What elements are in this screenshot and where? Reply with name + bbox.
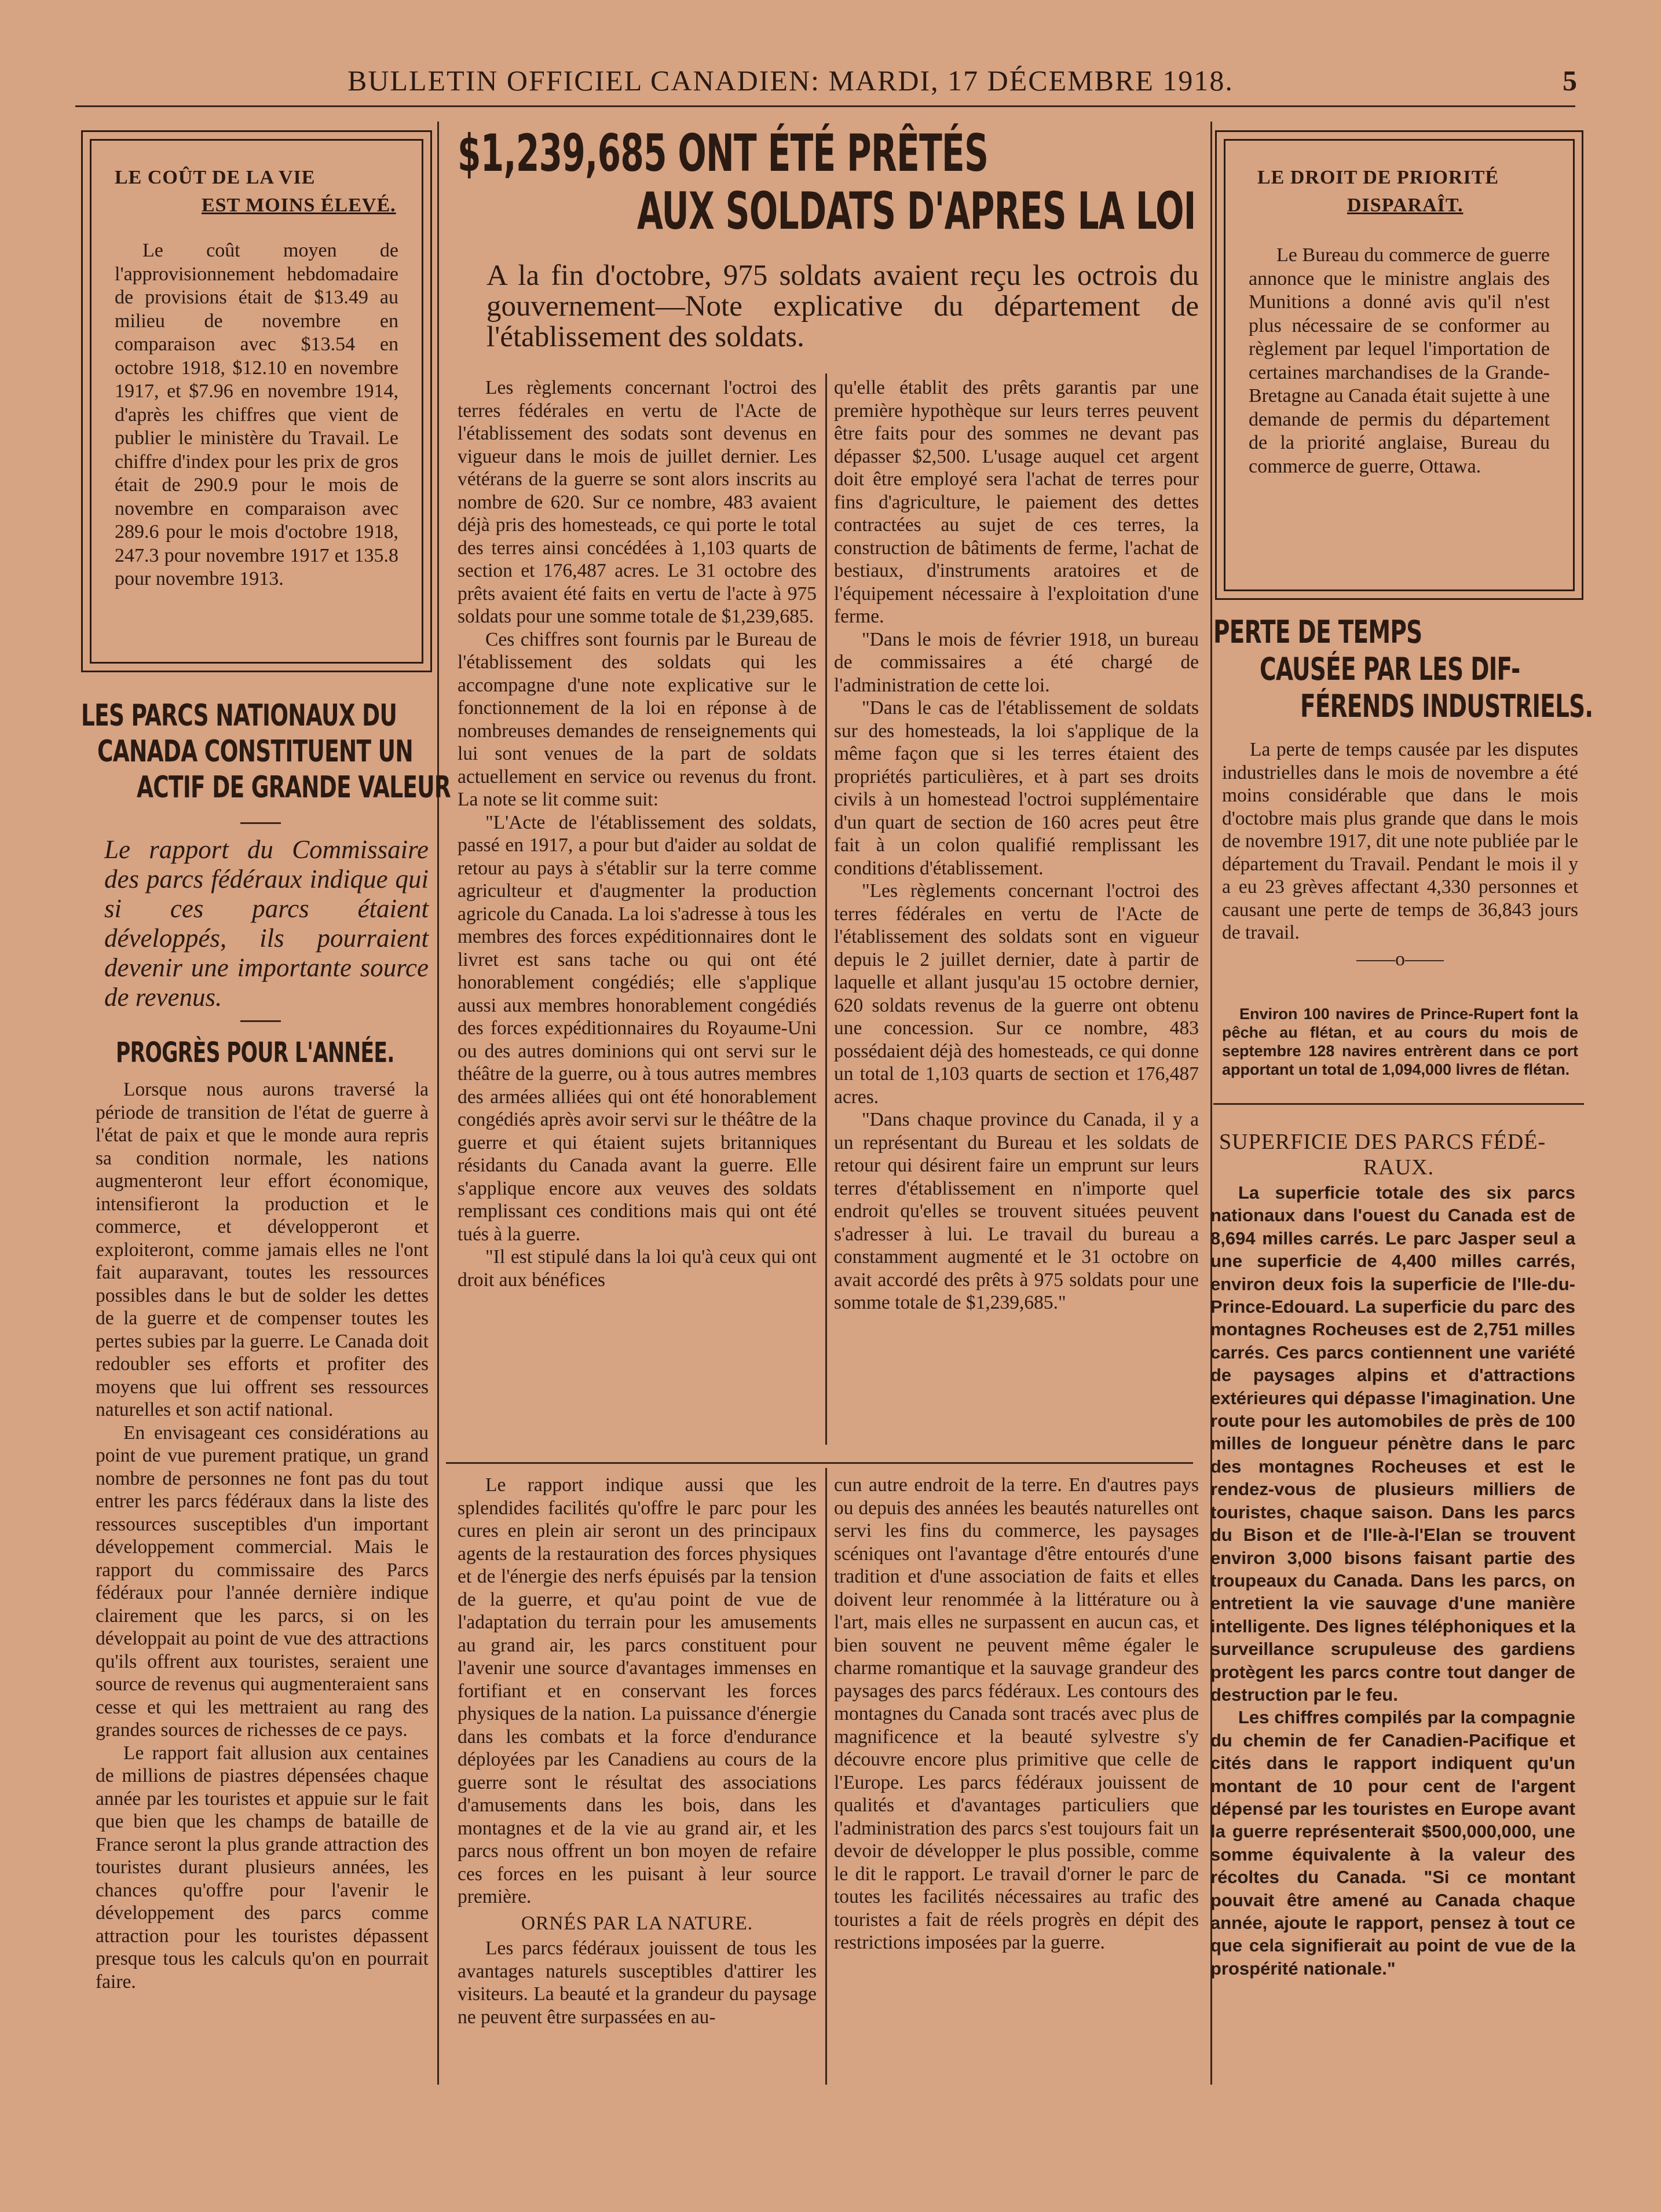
droit-title-line1: LE DROIT DE PRIORITÉ bbox=[1257, 167, 1499, 188]
loans-deck-block bbox=[458, 261, 1199, 353]
column-rule-1 bbox=[437, 122, 439, 2085]
superficie-heading bbox=[1213, 1129, 1584, 1180]
loans-col1-paragraph-1: Les règlements concernant l'octroi des terres fédérales en vertu de l'Acte de l'établissement des sodats sont devenus en vigueur dans le mois de juillet dernier. Les vétérans de la guerre se sont alors inscrits au nombre de 620. Sur ce nombre, 483 avaient déjà pris des homesteads, ce qui porte le total des terres ainsi concédées à 1,103 quarts de section et 176,487 acres. Le 31 octobre des prêts avaient été faits en vertu de l'acte à 975 soldats pour une somme totale de $1,239,685. bbox=[458, 377, 817, 627]
column-rule-mid-top bbox=[825, 373, 827, 1445]
parcs-dek-block bbox=[81, 835, 429, 1012]
article-separator-center bbox=[446, 1462, 1193, 1464]
droit-box bbox=[1215, 130, 1583, 600]
cout-title-line1: LE COÛT DE LA VIE bbox=[115, 167, 316, 188]
navires-block bbox=[1222, 1005, 1578, 1079]
droit-title-line2: DISPARAÎT. bbox=[1347, 195, 1464, 216]
loans-headline-line2: AUX SOLDATS D'APRES LA LOI bbox=[637, 181, 1196, 241]
newspaper-title: BULLETIN OFFICIEL CANADIEN: MARDI, 17 DÉCEMBRE 1918. bbox=[347, 64, 1234, 97]
cout-title-line2: EST MOINS ÉLEVÉ. bbox=[202, 195, 396, 216]
perte-separator: ——o—— bbox=[1356, 948, 1444, 970]
superficie-paragraph-2: Les chiffres compilés par la compagnie du chemin de fer Canadien-Pacifique et cités dans le rapport indiquent qu'un montant de 10 pour cent de l'argent dépensé par les touristes en Europe avant la guerre représenterait $500,000,000, une somme équivalente à la valeur des récoltes du Canada. "Si ce montant pouvait être amené au Canada chaque année, ajoute le rapport, pensez à tout ce que cela signifierait au point de vue de la prospérité nationale." bbox=[1210, 1707, 1575, 1979]
parcs-cont-column-2 bbox=[834, 1474, 1199, 1954]
parcs-subhead: PROGRÈS POUR L'ANNÉE. bbox=[116, 1037, 394, 1069]
loans-col2-paragraph-1: qu'elle établit des prêts garantis par une première hypothèque sur leurs terres peuvent être faits pour des sommes ne devant pas dépasser $2,500. L'usage auquel cet argent doit être employé sera l'achat de terres pour fins d'agriculture, le paiement des dettes contractées au sujet de ces terres, la construction de bâtiments de ferme, l'achat de bestiaux, d'instruments aratoires et de l'équipement nécessaire à l'exploitation d'une ferme. bbox=[834, 377, 1199, 627]
cout-box bbox=[81, 130, 432, 672]
droit-box-inner bbox=[1224, 139, 1575, 591]
parcs-title-line3: ACTIF DE GRANDE VALEUR bbox=[137, 770, 451, 805]
superficie-title-line1: SUPERFICIE DES PARCS FÉDÉ- bbox=[1219, 1130, 1546, 1154]
parcs-paragraph-3: Le rapport fait allusion aux centaines de millions de piastres dépensées chaque année par les touristes et appuie sur le fait que bien que les champs de bataille de France seront la plus grande attraction des touristes durant plusieurs années, les chances qu'offre pour l'avenir le développement des parcs comme attraction pour les touristes dépassent presque tous les calculs qu'on en pourrait faire. bbox=[96, 1742, 429, 1993]
loans-col2-paragraph-2: "Dans le mois de février 1918, un bureau de commissaires a été chargé de l'administration de cette loi. bbox=[834, 628, 1199, 696]
loans-col1-paragraph-3: "L'Acte de l'établissement des soldats, passé en 1917, a pour but d'aider au soldat de retour au pays à s'établir sur la terre comme agriculteur et d'augmenter la production agricole du Canada. La loi s'adresse à tous les membres des forces expéditionnaires dont le livret est sans tache ou qui ont été honorablement congédiés; elle s'applique aussi aux membres honorablement congédiés des forces expéditionnaires du Royaume-Uni ou des autres dominions qui ont servi sur le théâtre de la guerre, ou à tous autres membres des armées alliées qui ont été honorablement congédiés après avoir servi sur le théâtre de la guerre et qui étaient sujets britanniques résidants du Canada avant la guerre. Elle s'applique encore aux veuves des soldats remplissant ces conditions mais qui ont été tués à la guerre. bbox=[458, 811, 817, 1245]
droit-body bbox=[1249, 244, 1550, 478]
perte-headline bbox=[1213, 614, 1593, 725]
perte-title-line2: CAUSÉE PAR LES DIF- bbox=[1260, 651, 1520, 687]
parcs-cont-paragraph-1: Le rapport indique aussi que les splendides facilités qu'offre le parc pour les cures en plein air seront un des principaux agents de la restauration des forces physiques et de l'énergie des nerfs épuisés par la tension de la guerre, et qu'au point de vue de l'adaptation du terrain pour les amusements au grand air, les parcs constituent pour l'avenir une source d'avantages immenses en fortifiant et en conservant les forces physiques de la nation. La puissance d'énergie dans les combats et la force d'endurance déployées par les Canadiens au cours de la guerre sont le résultat des associations d'amusements dans les bois, dans les montagnes et de la vie au grand air, et les parcs nous offrent un bon moyen de refaire ces forces en les puisant à leur source première. bbox=[458, 1474, 817, 1907]
loans-deck: A la fin d'octobre, 975 soldats avaient reçu les octrois du gouvernement—Note explicative du département de l'établissement des soldats. bbox=[486, 259, 1199, 353]
parcs-cont-paragraph-3: cun autre endroit de la terre. En d'autres pays ou depuis des années les beautés naturelles ont servi les fins du commerce, les paysages scéniques ont l'avantage d'être entourés d'une tradition et d'une association de faits et elles doivent leur renommée à la littérature ou à l'art, mais elles ne surpassent en aucun cas, et bien souvent ne peuvent même égaler le charme romantique et la sauvage grandeur des paysages des parcs fédéraux. Les contours des montagnes du Canada sont tracés avec plus de magnificence et la beauté sylvestre s'y découvre encore plus primitive que celle de l'Europe. Les parcs fédéraux jouissent de qualités et d'avantages particuliers que l'administration des parcs s'est toujours fait un devoir de développer le plus possible, comme le dit le rapport. Le travail d'orner le parc de toutes les facilités nécessaires au trafic des touristes a fait de réels progrès en dépit des restrictions imposées par la guerre. bbox=[834, 1474, 1199, 1953]
parcs-title-line2: CANADA CONSTITUENT UN bbox=[97, 734, 413, 769]
parcs-dek: Le rapport du Commissaire des parcs fédéraux indique qui si ces parcs étaient développés, ils pourraient devenir une importante source de revenus. bbox=[104, 835, 429, 1012]
loans-col2-paragraph-4: "Les règlements concernant l'octroi des terres fédérales en vertu de l'Acte de l'établissement des soldats sont en vigueur depuis le 2 juillet dernier, date à partir de laquelle et allant jusqu'au 15 octobre dernier, 620 soldats revenus de la guerre ont obtenu une concession. Sur ce nombre, 483 possédaient déjà des homesteads, ce qui donne un total de 1,103 quarts de section et 176,487 acres. bbox=[834, 880, 1199, 1108]
cout-paragraph: Le coût moyen de l'approvisionnement hebdomadaire de provisions était de $13.49 au milieu de novembre en comparaison avec $13.54 en octobre 1918, $12.10 en novembre 1917, et $7.96 en novembre 1914, d'après les chiffres que vient de publier le ministère du Travail. Le chiffre d'index pour les prix de gros était de 290.9 pour le mois de novembre en comparaison avec 289.6 pour le mois d'octobre 1918, 247.3 pour novembre 1917 et 135.8 pour novembre 1913. bbox=[115, 240, 398, 589]
parcs-paragraph-2: En envisageant ces considérations au point de vue purement pratique, un grand nombre de personnes ne font pas du tout entrer les parcs fédéraux dans la liste des ressources susceptibles d'un important développement commercial. Mais le rapport du commissaire des Parcs fédéraux pour l'année dernière indique clairement que les parcs, si on les développait au point de vue des attractions qu'ils offrent aux touristes, seraient une source de revenus qui augmenteraient sans cesse et qui les mettraient au rang des grandes sources de richesses de ce pays. bbox=[96, 1422, 429, 1741]
loans-col1-paragraph-2: Ces chiffres sont fournis par le Bureau de l'établissement des soldats qui les accompagne d'une note explicative sur le fonctionnement de la loi en réponse à de nombreuses demandes de renseignements qui lui sont venues de la part de soldats actuellement en service ou revenus du front. La note se lit comme suit: bbox=[458, 628, 817, 810]
loans-col2-paragraph-5: "Dans chaque province du Canada, il y a un représentant du Bureau et les soldats de retour qui désirent faire un emprunt sur leurs terres d'établissement en n'importe quel endroit qu'elles se trouvent situées peuvent s'adresser à lui. Le travail du bureau a constamment augmenté et le 31 octobre on avait accordé des prêts à 975 soldats pour une somme totale de $1,239,685." bbox=[834, 1109, 1199, 1313]
page-number: 5 bbox=[1563, 64, 1577, 97]
perte-title-line1: PERTE DE TEMPS bbox=[1213, 614, 1422, 650]
header-rule bbox=[75, 105, 1575, 107]
page-header bbox=[0, 64, 1661, 104]
parcs-cont-column-1 bbox=[458, 1474, 817, 2028]
parcs-headline-dash bbox=[240, 822, 281, 824]
cout-box-inner bbox=[90, 139, 423, 664]
parcs-title-line1: LES PARCS NATIONAUX DU bbox=[81, 698, 397, 733]
perte-body bbox=[1222, 738, 1578, 974]
parcs-body bbox=[96, 1078, 429, 1993]
column-rule-mid-bottom bbox=[825, 1468, 827, 2085]
parcs-cont-subhead: ORNÉS PAR LA NATURE. bbox=[521, 1912, 753, 1934]
loans-column-2 bbox=[834, 376, 1199, 1314]
perte-title-line3: FÉRENDS INDUSTRIELS. bbox=[1300, 688, 1593, 724]
superficie-paragraph-1: La superficie totale des six parcs nationaux dans l'ouest du Canada est de 8,694 milles carrés. Le parc Jasper seul a une superficie de 4,400 milles carrés, environ deux fois la superficie de l'Ile-du-Prince-Edouard. La superficie du parc des montagnes Rocheuses est de 2,751 milles carrés. Ces parcs contiennent une variété de paysages alpins et d'attractions extérieures qui dépasse l'imagination. Une route pour les automobiles de près de 100 milles de longueur pénètre dans le parc des montagnes Rocheuses et est le rendez-vous de plusieurs milliers de touristes, chaque saison. Dans les parcs du Bison et de l'Ile-à-l'Elan se trouvent environ 3,000 bisons faisant partie des troupeaux du Canada. Dans les parcs, on entretient la vie sauvage d'une manière intelligente. Des lignes téléphoniques et la surveillance scrupuleuse des gardiens protègent les parcs contre tout danger de destruction par le feu. bbox=[1210, 1182, 1575, 1705]
loans-col1-paragraph-4: "Il est stipulé dans la loi qu'à ceux qui ont droit aux bénéfices bbox=[458, 1246, 817, 1291]
parcs-paragraph-1: Lorsque nous aurons traversé la période de transition de l'état de guerre à l'état de paix et que le monde aura repris sa condition normale, les nations augmenteront leur effort économique, intensifieront la production et le commerce, et développeront et exploiteront, comme jamais elles ne l'ont fait auparavant, toutes les ressources possibles dans le but de solder les dettes de la guerre et de compenser toutes les pertes subies par la guerre. Le Canada doit redoubler ses efforts et profiter des moyens que lui offrent ses ressources naturelles et son actif national. bbox=[96, 1079, 429, 1420]
parcs-cont-paragraph-2: Les parcs fédéraux jouissent de tous les avantages naturels susceptibles d'attirer les visiteurs. La beauté et la grandeur du paysage ne peuvent être surpassées en au- bbox=[458, 1938, 817, 2028]
perte-paragraph: La perte de temps causée par les disputes industrielles dans le mois de novembre a été moins considérable que dans le mois d'octobre mais plus grande que dans le mois de novembre 1917, dit une note publiée par le département du Travail. Pendant le mois il y a eu 23 grèves affectant 4,330 personnes et causant une perte de temps de 36,843 jours de travail. bbox=[1222, 739, 1578, 943]
navires-rule bbox=[1213, 1103, 1584, 1105]
superficie-body bbox=[1210, 1181, 1575, 1980]
superficie-title-line2: RAUX. bbox=[1363, 1155, 1435, 1180]
loans-headline-line1: $1,239,685 ONT ÉTÉ PRÊTÉS bbox=[458, 123, 989, 183]
loans-column-1 bbox=[458, 376, 817, 1291]
loans-headline bbox=[458, 124, 1205, 240]
loans-col2-paragraph-3: "Dans le cas de l'établissement de soldats sur des homesteads, la loi s'applique de la même façon que si les terres étaient des propriétés particulières, et à part ses droits civils à un homestead l'octroi supplémentaire d'un quart de section de 160 acres peut être fait à un colon qualifié remplissant les conditions d'établissement. bbox=[834, 697, 1199, 879]
parcs-dek-dash bbox=[240, 1020, 281, 1022]
navires-paragraph: Environ 100 navires de Prince-Rupert font la pêche au flétan, et au cours du mois de septembre 128 navires entrèrent dans ce port apportant un total de 1,094,000 livres de flétan. bbox=[1222, 1005, 1578, 1078]
droit-paragraph: Le Bureau du commerce de guerre annonce que le ministre anglais des Munitions a donné avis qu'il n'est plus nécessaire de se conformer au règlement par lequel l'importation de certaines marchandises de la Grande-Bretagne au Canada était sujette à une demande de permis du département de la priorité anglaise, Bureau du commerce de guerre, Ottawa. bbox=[1249, 244, 1550, 477]
parcs-headline bbox=[81, 698, 451, 805]
cout-body bbox=[115, 239, 398, 591]
